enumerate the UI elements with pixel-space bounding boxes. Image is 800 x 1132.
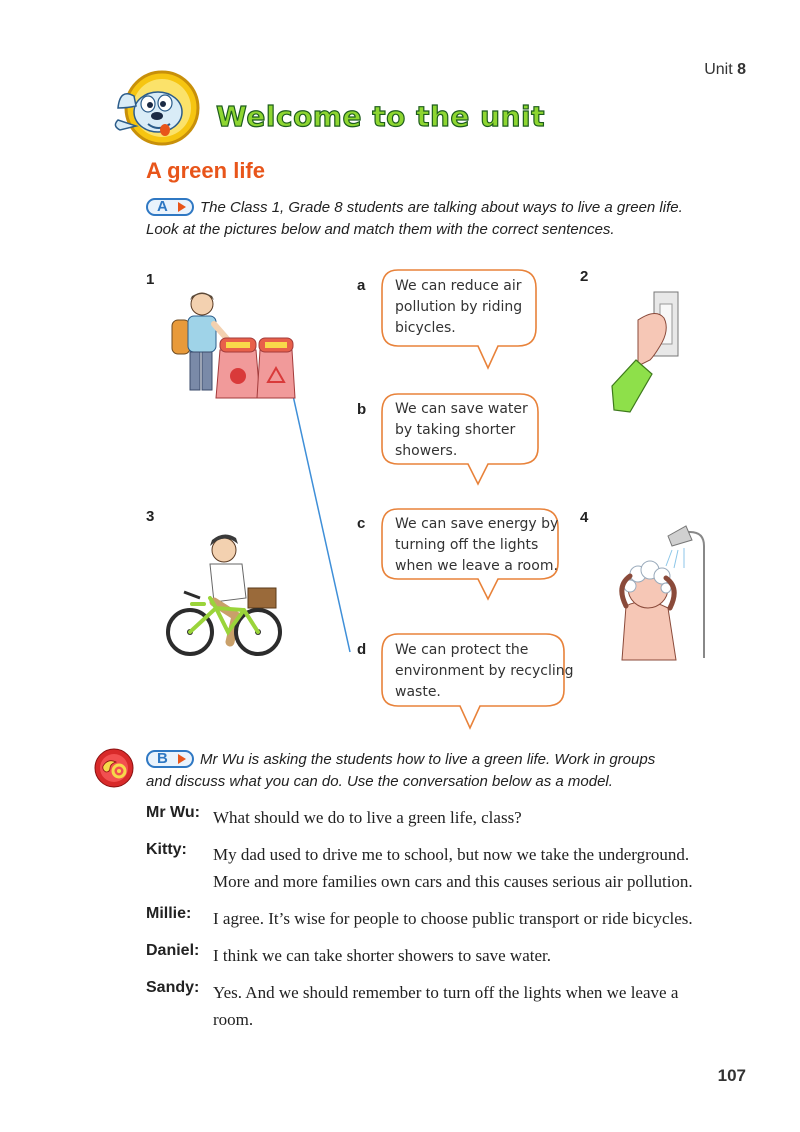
dialog-speaker: Daniel: xyxy=(146,942,200,959)
dialog-speaker: Millie: xyxy=(146,905,192,922)
sentence-d-line: waste. xyxy=(395,684,441,700)
dialog-row xyxy=(146,905,706,932)
dialog-speaker: Mr Wu: xyxy=(146,804,200,821)
dialog-speaker: Kitty: xyxy=(146,841,187,858)
unit-prefix: Unit xyxy=(704,61,733,78)
picture-number-3: 3 xyxy=(146,508,155,525)
dialog-line: I think we can take shorter showers to save water. xyxy=(213,946,551,965)
group-work-icon xyxy=(94,748,134,788)
conversation xyxy=(146,804,706,1043)
part-b-instruction-line1: Mr Wu is asking the students how to live a green life. Work in groups xyxy=(200,751,656,768)
part-a-instruction-line2: Look at the pictures below and match them with the correct sentences. xyxy=(146,221,615,238)
sentence-letter-b: b xyxy=(357,401,367,418)
page-number: 107 xyxy=(717,1066,746,1085)
dialog-speaker: Sandy: xyxy=(146,979,200,996)
sentence-a-line: pollution by riding xyxy=(395,299,523,315)
sentence-letter-a: a xyxy=(357,277,366,294)
sentence-c-line: We can save energy by xyxy=(395,516,559,532)
sentence-a-line: bicycles. xyxy=(395,320,456,336)
unit-number: 8 xyxy=(737,61,746,78)
part-b-instruction xyxy=(146,749,726,793)
sentence-c-line: when we leave a room. xyxy=(395,558,558,574)
dialog-row xyxy=(146,804,706,831)
dialog-line: I agree. It’s wise for people to choose public transport or ride bicycles. xyxy=(213,909,693,928)
part-b-instruction-line2: and discuss what you can do. Use the conversation below as a model. xyxy=(146,773,613,790)
dialog-row xyxy=(146,942,706,969)
page-title: Welcome to the unit xyxy=(216,100,545,133)
light-switch-picture xyxy=(610,290,680,414)
recycling-bins-picture xyxy=(164,290,299,400)
sentence-letter-c: c xyxy=(357,515,366,532)
sentence-b-line: We can save water xyxy=(395,401,528,417)
sentence-b-line: showers. xyxy=(395,443,458,459)
part-a-instruction-line1: The Class 1, Grade 8 students are talking about ways to live a green life. xyxy=(200,199,683,216)
part-a-letter: A xyxy=(157,198,168,215)
picture-number-2: 2 xyxy=(580,268,589,285)
picture-number-1: 1 xyxy=(146,271,155,288)
sentence-a-line: We can reduce air xyxy=(395,278,522,294)
sentence-d-line: We can protect the xyxy=(395,642,529,658)
picture-number-4: 4 xyxy=(580,509,589,526)
sentence-letter-d: d xyxy=(357,641,367,658)
section-title: A green life xyxy=(146,158,265,183)
cyclist-picture xyxy=(164,532,288,662)
shower-picture xyxy=(606,526,710,660)
sentence-b-line: by taking shorter xyxy=(395,422,516,438)
part-b-letter: B xyxy=(157,750,168,767)
dialog-line: What should we do to live a green life, class? xyxy=(213,808,522,827)
sentence-d-line: environment by recycling xyxy=(395,663,574,679)
dialog-row xyxy=(146,979,706,1033)
sentence-c-line: turning off the lights xyxy=(395,537,539,553)
dialog-row xyxy=(146,841,706,895)
dialog-line: My dad used to drive me to school, but now we take the underground. More and more families own cars and this causes serious air pollution. xyxy=(213,845,693,891)
dialog-line: Yes. And we should remember to turn off the lights when we leave a room. xyxy=(213,983,679,1029)
